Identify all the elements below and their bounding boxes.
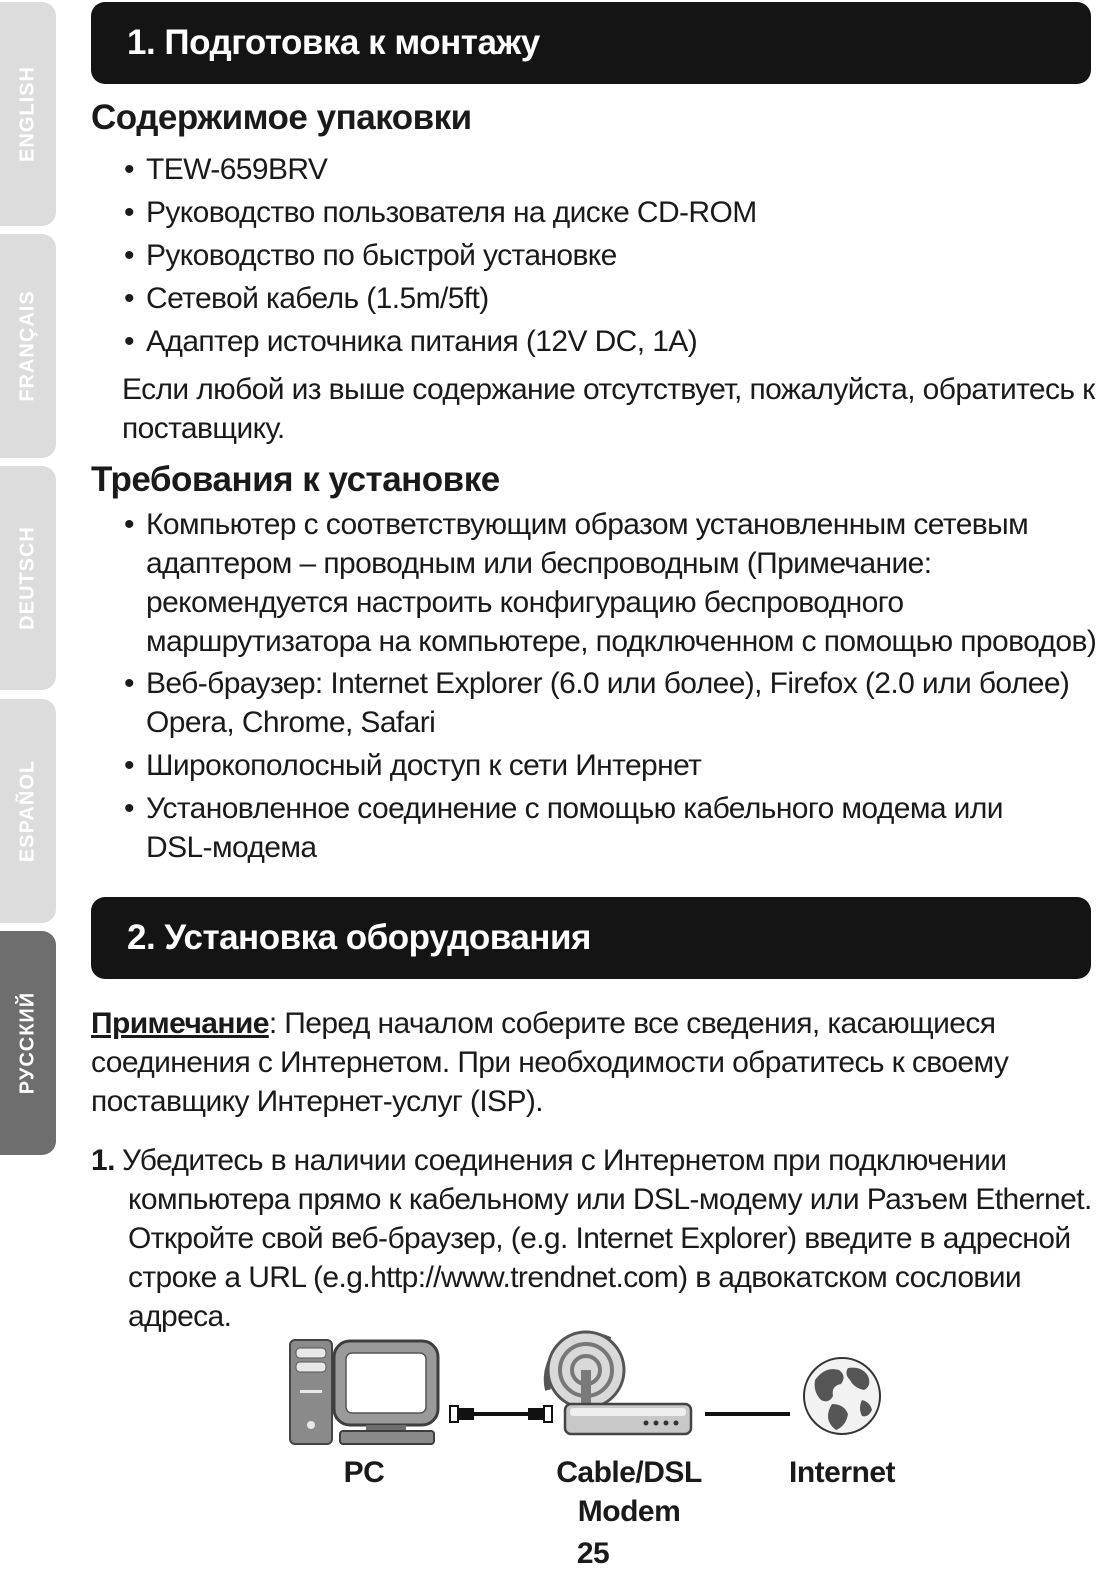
note-label: Примечание [91,1007,269,1040]
step-line: Откройте свой веб-браузер, (e.g. Internet Explorer) введите в адресной [128,1222,1071,1255]
requirement-line: адаптером – проводным или беспроводным (Примечание: [146,547,932,580]
bullet: • [124,282,135,315]
pc-tower-icon [290,1340,332,1444]
pc-label: PC [343,1456,385,1489]
tab-francais[interactable] [0,234,56,458]
requirement-line: Opera, Chrome, Safari [146,706,436,739]
requirement-line: Установленное соединение с помощью кабельного модема или [146,792,1003,825]
bullet: • [124,196,135,229]
requirement-line: Компьютер с соответствующим образом установленным сетевым [146,508,1029,541]
internet-label: Internet [788,1456,895,1489]
missing-note-line: Если любой из выше содержание отсутствует, пожалуйста, обратитесь к [122,373,1095,406]
tab-label: ESPAÑOL [16,759,39,863]
modem-label: Modem [577,1495,681,1528]
note-line: соединения с Интернетом. При необходимости обратитесь к своему [91,1046,1009,1079]
section-1-title: 1. Подготовка к монтажу [127,23,540,62]
package-item: TEW-659BRV [146,153,328,186]
package-item: Сетевой кабель (1.5m/5ft) [146,282,489,315]
requirements-heading: Требования к установке [91,460,500,499]
requirement-line: маршрутизатора на компьютере, подключенном с помощью проводов) [146,625,1097,658]
section-1-header [91,2,1091,84]
package-item: Адаптер источника питания (12V DC, 1A) [146,325,698,358]
step-line: Убедитесь в наличии соединения с Интернетом при подключении [122,1144,1007,1177]
bullet: • [124,792,135,825]
globe-icon [804,1358,880,1434]
tab-label: DEUTSCH [16,526,39,630]
package-item: Руководство по быстрой установке [146,239,617,272]
ethernet-cable-icon [450,1406,552,1422]
pc-monitor-icon [334,1341,438,1444]
bullet: • [124,325,135,358]
missing-note-line: поставщику. [122,412,285,445]
tab-label: РУССКИЙ [16,991,39,1095]
requirement-line: Широкополосный доступ к сети Интернет [146,749,702,782]
requirement-line: DSL-модема [146,831,317,864]
note-line [91,1004,995,1043]
step-line: адреса. [128,1300,232,1333]
requirement-line: рекомендуется настроить конфигурацию беспроводного [146,586,904,619]
note-line: поставщику Интернет-услуг (ISP). [91,1085,543,1118]
requirement-line: Веб-браузер: Internet Explorer (6.0 или более), Firefox (2.0 или более) [146,667,1070,700]
section-2-title: 2. Установка оборудования [127,918,591,957]
modem-label: Cable/DSL [556,1456,702,1489]
bullet: • [124,508,135,541]
step-line: компьютера прямо к кабельному или DSL-модему или Разъем Ethernet. [128,1183,1092,1216]
tab-espanol[interactable] [0,699,56,923]
note-text: : Перед началом соберите все сведения, касающиеся [268,1007,996,1040]
tab-deutsch[interactable] [0,466,56,690]
bullet: • [124,749,135,782]
package-item: Руководство пользователя на диске CD-ROM [146,196,757,229]
bullet: • [124,153,135,186]
section-2-header [91,897,1091,979]
tab-russian[interactable] [0,931,56,1155]
step-line: строке а URL (e.g.http://www.trendnet.com) в адвокатском сословии [128,1261,1022,1294]
bullet: • [124,667,135,700]
modem-icon [547,1332,691,1434]
page-number: 25 [576,1537,610,1570]
step-number: 1. [91,1144,115,1177]
tab-english[interactable] [0,2,56,226]
bullet: • [124,239,135,272]
tab-label: ENGLISH [16,66,39,162]
package-heading: Содержимое упаковки [91,98,472,137]
tab-label: FRANÇAIS [16,290,39,402]
